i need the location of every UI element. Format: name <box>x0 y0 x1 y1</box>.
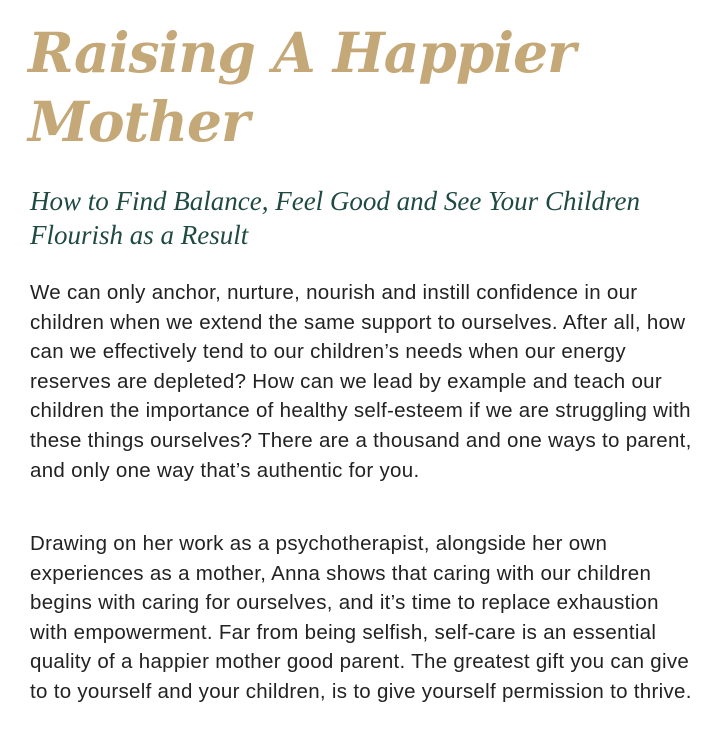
book-title: Raising A Happier Mother <box>28 20 576 154</box>
description-paragraph-2: Drawing on her work as a psychotherapist, alongside her own experiences as a mother, Anna shows that caring with our children begins with caring for ourselves, and it’s time to replace exhaustion with empowerment. Far from being selfish, self-care is an essential quality of a happier mother good parent. The greatest gift you can give to to yourself and your children, is to give yourself permission to thrive. <box>30 532 692 703</box>
description-paragraph-1: We can only anchor, nurture, nourish and instill confidence in our children when we extend the same support to ourselves. After all, how can we effectively tend to our children’s needs when our energy reserves are depleted? How can we lead by example and teach our children the importance of healthy self-esteem if we are struggling with these things ourselves? There are a thousand and one ways to parent, and only one way that’s authentic for you. <box>30 281 692 482</box>
book-subtitle: How to Find Balance, Feel Good and See Your Children Flourish as a Result <box>30 186 640 250</box>
